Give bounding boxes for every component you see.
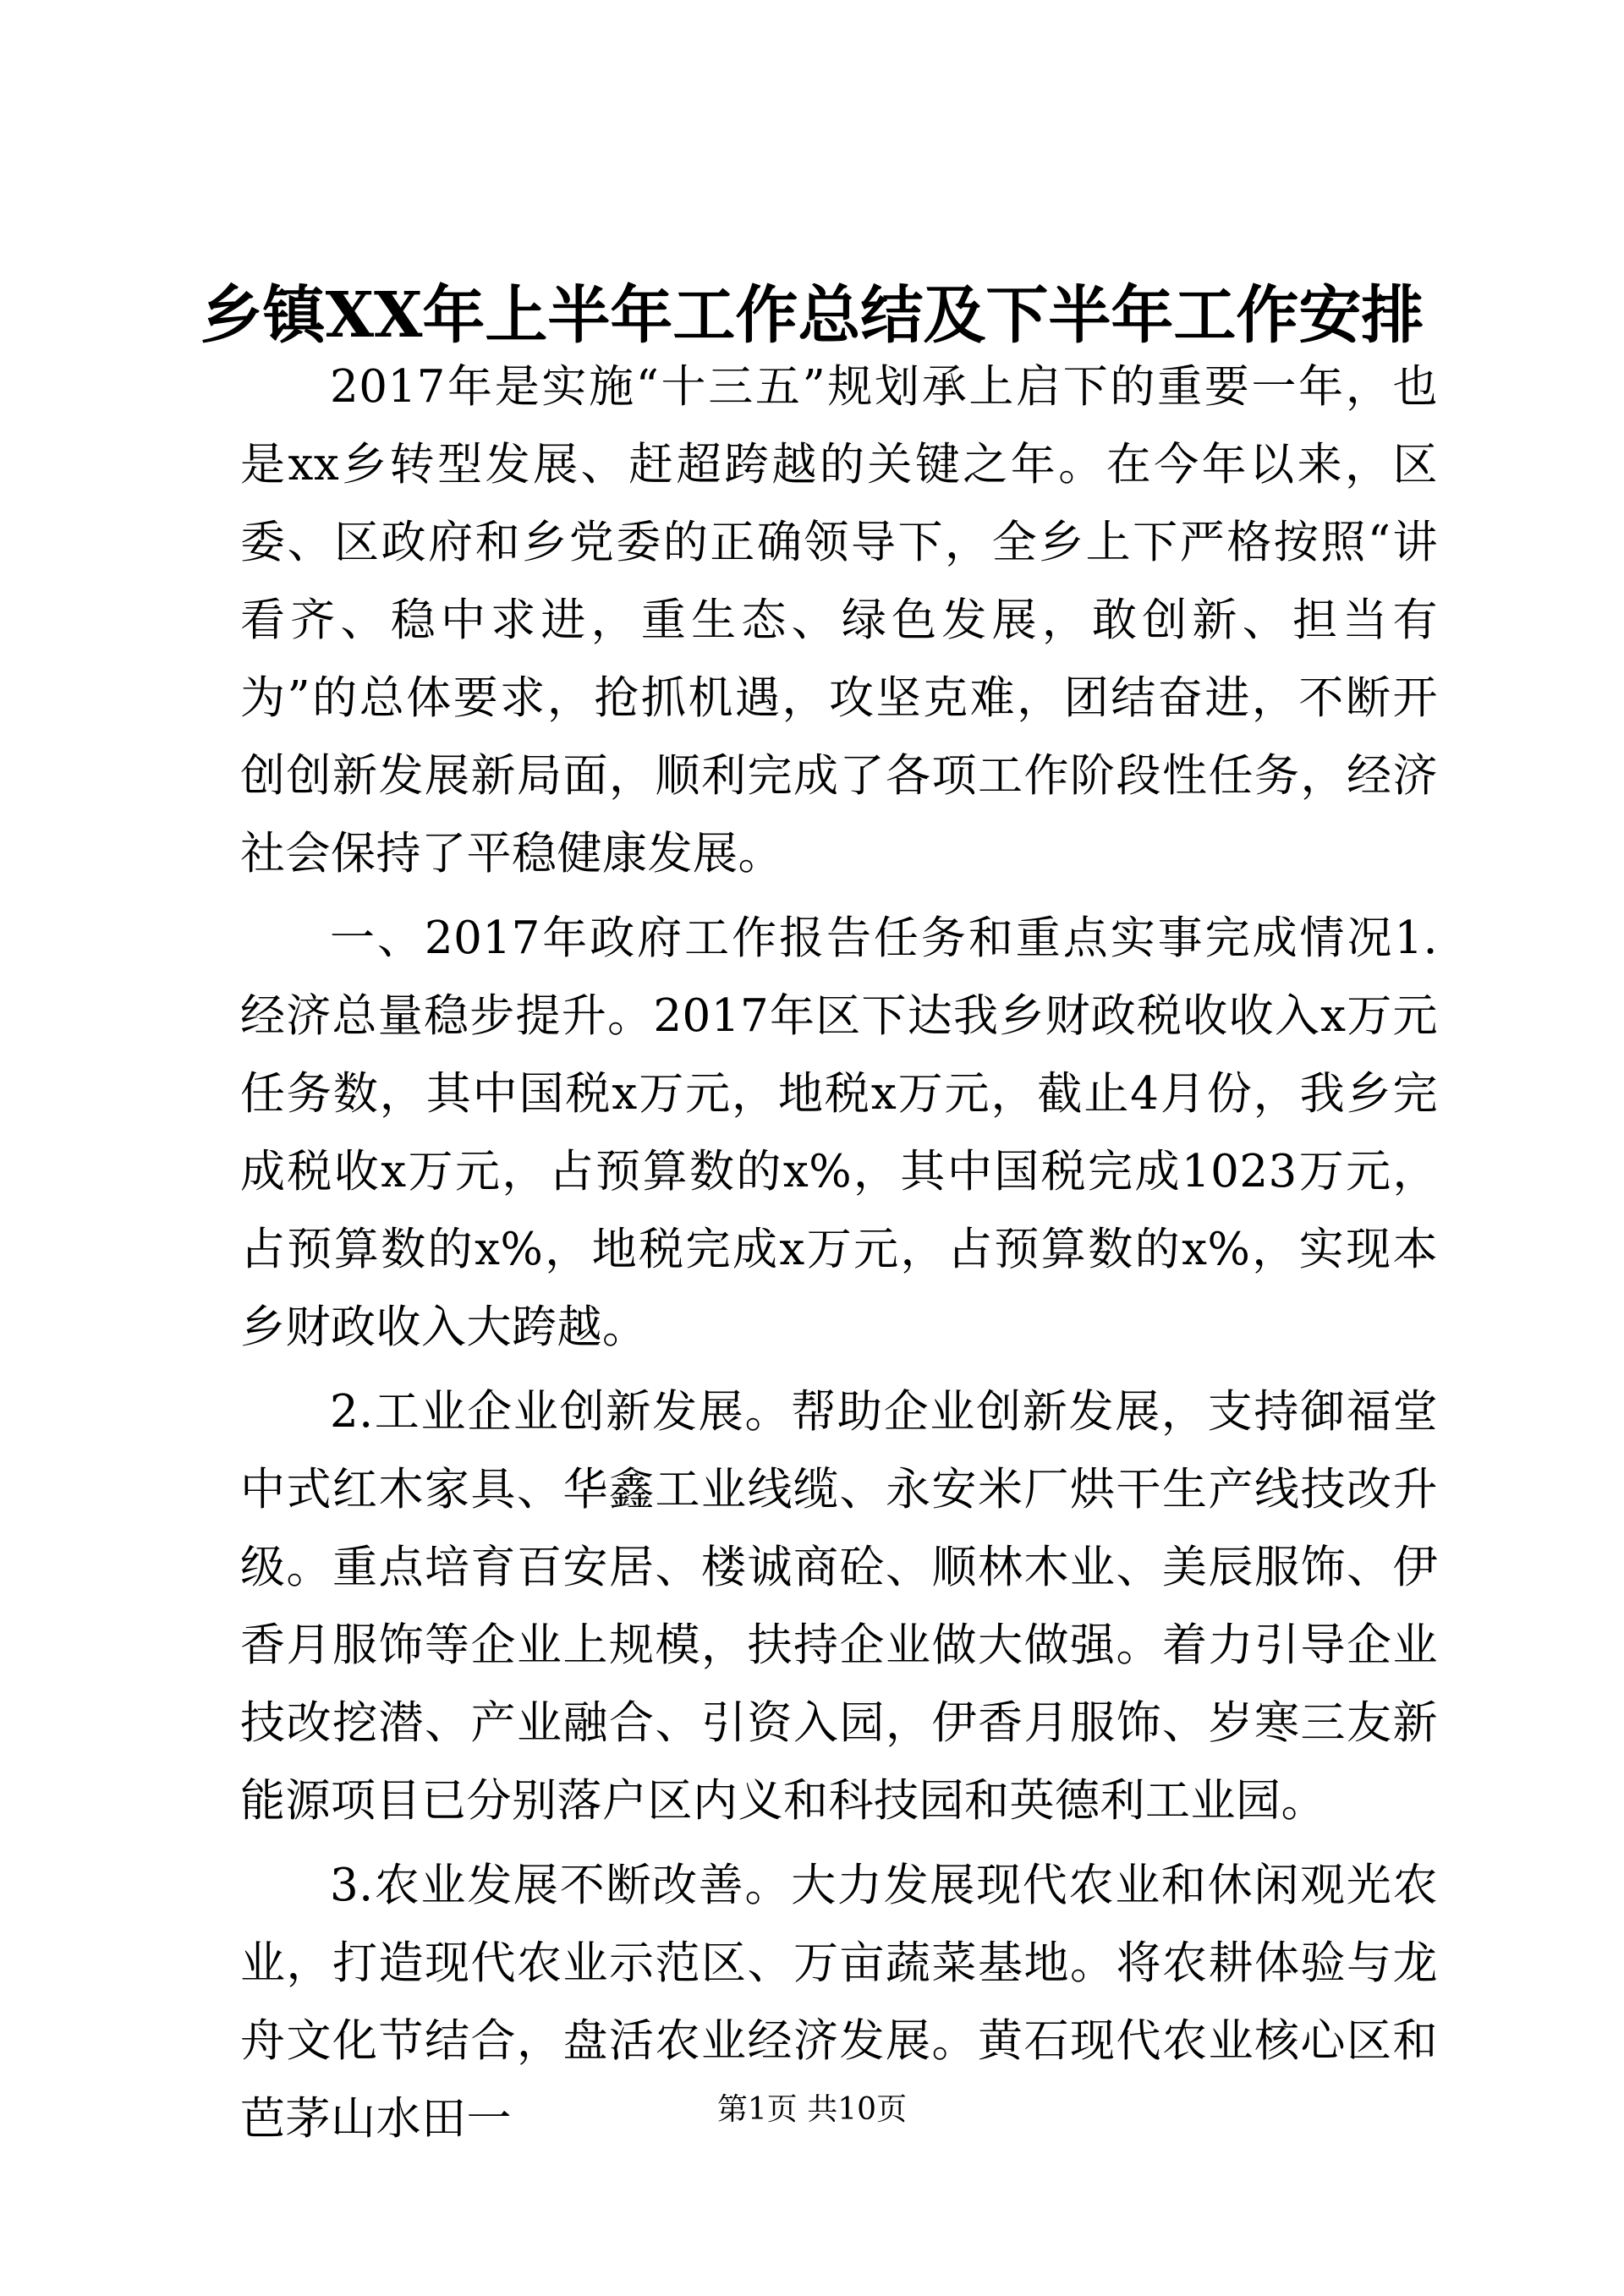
paragraph-section-2: 2.工业企业创新发展。帮助企业创新发展，支持御福堂中式红木家具、华鑫工业线缆、永安米厂烘干生产线技改升级。重点培育百安居、楼诚商砼、顺林木业、美辰服饰、伊香月服饰等企业上规模，扶持企业做大做强。着力引导企业技改挖潜、产业融合、引资入园，伊香月服饰、岁寒三友新能源项目已分别落户区内义和科技园和英德利工业园。 xyxy=(240,1386,1438,1827)
paragraph-section-1: 一、2017年政府工作报告任务和重点实事完成情况1.经济总量稳步提升。2017年区下达我乡财政税收收入x万元任务数，其中国税x万元，地税x万元，截止4月份，我乡完成税收x万元，占预算数的x%，其中国税完成1023万元，占预算数的x%，地税完成x万元，占预算数的x%，实现本乡财政收入大跨越。 xyxy=(240,912,1438,1353)
page-footer: 第1页 共10页 xyxy=(716,2092,908,2127)
document-title: 乡镇XX年上半年工作总结及下半年工作安排 xyxy=(200,279,1424,352)
paragraph-section-3: 3.农业发展不断改善。大力发展现代农业和休闲观光农业，打造现代农业示范区、万亩蔬菜基地。将农耕体验与龙舟文化节结合，盘活农业经济发展。黄石现代农业核心区和芭茅山水田一 xyxy=(240,1860,1438,2145)
document-body xyxy=(240,348,1438,2158)
paragraph-intro: 2017年是实施“十三五”规划承上启下的重要一年，也是xx乡转型发展、赶超跨越的关键之年。在今年以来，区委、区政府和乡党委的正确领导下，全乡上下严格按照“讲看齐、稳中求进，重生态、绿色发展，敢创新、担当有为”的总体要求，抢抓机遇，攻坚克难，团结奋进，不断开创创新发展新局面，顺利完成了各项工作阶段性任务，经济社会保持了平稳健康发展。 xyxy=(240,361,1438,879)
